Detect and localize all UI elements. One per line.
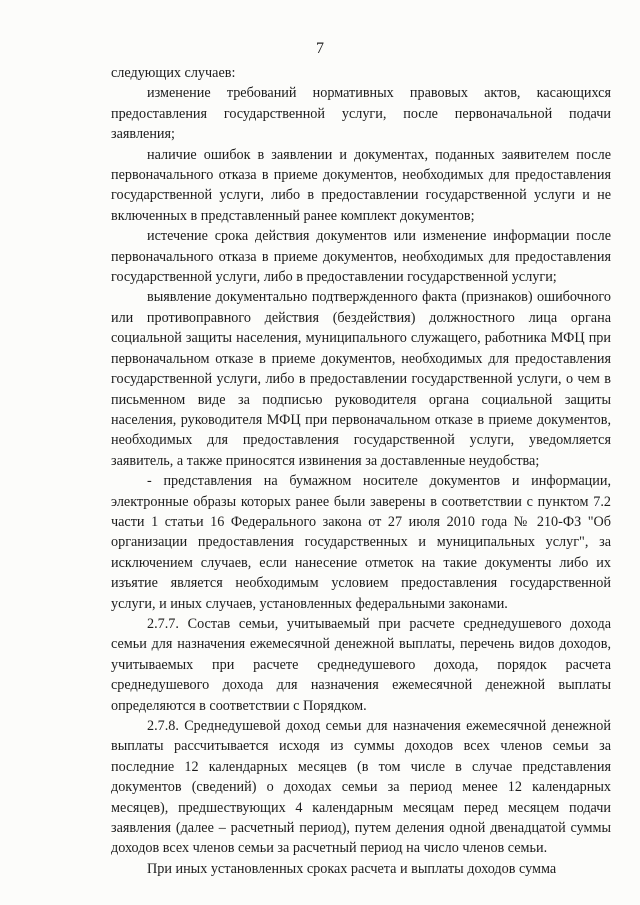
paragraph-item-expiry: истечение срока действия документов или изменение информации после первоначального отказа в приеме документов, необходимых для предоставления государственной услуги, либо в предоставлении государственной услуги; [111,228,611,286]
paragraph-other-terms: При иных установленных сроках расчета и выплаты доходов сумма [147,860,557,877]
paragraph-2-7-8: 2.7.8. Среднедушевой доход семьи для назначения ежемесячной денежной выплаты рассчитывается исходя из суммы доходов всех членов семьи за последние 12 календарных месяцев (в том числе в случае представления документов (сведений) о доходах семьи за период менее 12 календарных месяцев), предшествующих 4 календарным месяцам перед месяцем подачи заявления (далее – расчетный период), путем деления одной двенадцатой суммы доходов всех членов семьи за расчетный период на число членов семьи. [111,718,611,857]
paragraph-continuation: следующих случаев: [111,65,236,81]
paragraph-2-7-7: 2.7.7. Состав семьи, учитываемый при расчете среднедушевого дохода семьи для назначения ежемесячной денежной выплаты, перечень видов доходов, учитываемых при расчете среднедушевого дохода, порядок расчета среднедушевого дохода для назначения ежемесячной денежной выплаты определяются в соответствии с Порядком. [111,615,611,714]
paragraph-item-errors: наличие ошибок в заявлении и документах, поданных заявителем после первоначального отказа в приеме документов, необходимых для предоставления государственной услуги, либо в предоставлении государственной услуги и не включенных в представленный ранее комплект документов; [111,146,611,224]
page-number: 7 [316,40,324,57]
paragraph-item-paper-documents: - представления на бумажном носителе документов и информации, электронные образы которых ранее были заверены в соответствии с пунктом 7.2 части 1 статьи 16 Федерального закона от 27 июля 2010 года № 210-ФЗ "Об организации предоставления государственных и муниципальных услуг", за исключением случаев, если нанесение отметок на такие документы либо их изъятие является необходимым условием предоставления государственной услуги, и иных случаев, установленных федеральными законами. [111,473,611,612]
page-body-text [111,63,611,879]
paragraph-item-legal-changes: изменение требований нормативных правовых актов, касающихся предоставления государственной услуги, после первоначальной подачи заявления; [111,85,611,143]
paragraph-item-wrongful-action: выявление документально подтвержденного факта (признаков) ошибочного или противоправного действия (бездействия) должностного лица органа социальной защиты населения, муниципального служащего, работника МФЦ при первоначальном отказе в приеме документов, необходимых для предоставления государственной услуги, либо в предоставлении государственной услуги, о чем в письменном виде за подписью руководителя органа социальной защиты населения, руководителя МФЦ при первоначальном отказе в приеме документов, необходимых для предоставления государственной услуги, уведомляется заявитель, а также приносятся извинения за доставленные неудобства; [111,289,611,469]
